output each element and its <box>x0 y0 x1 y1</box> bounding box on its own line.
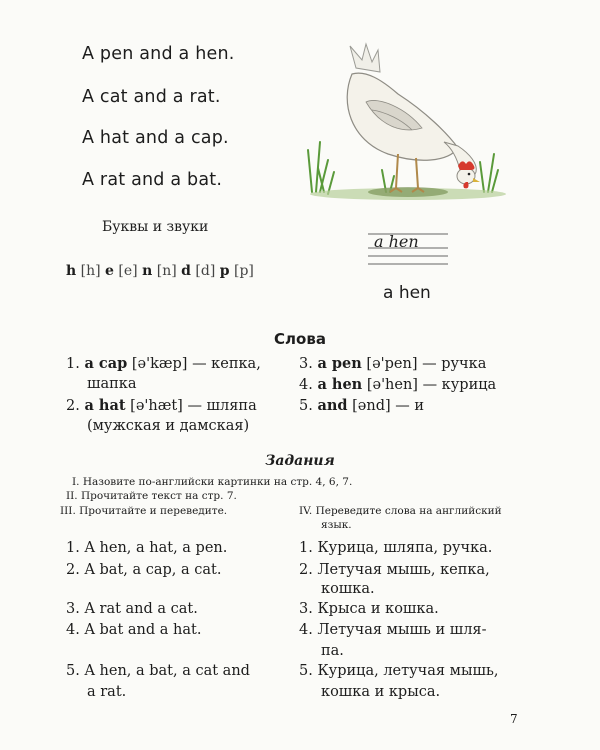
instruction-4: IV. Переведите слова на английский <box>299 505 502 517</box>
transcription: [ənd] <box>352 398 391 414</box>
hen-caption: a hen <box>383 283 431 303</box>
sentence-2: A cat and a rat. <box>82 87 221 107</box>
exercise-left-1: 1. A hen, a hat, a pen. <box>66 540 228 556</box>
exercise-left-2: 2. A bat, a cap, a cat. <box>66 562 222 578</box>
word-entry-1-cont: шапка <box>87 376 137 392</box>
word: a cap <box>84 355 128 372</box>
words-title: Слова <box>274 330 326 348</box>
sound: [e] <box>118 263 138 279</box>
word-number: 3. <box>299 356 313 372</box>
sentence-1: A pen and a hen. <box>82 44 235 64</box>
word-number: 2. <box>66 398 80 414</box>
letter: e <box>105 263 114 279</box>
letter: n <box>142 263 153 279</box>
word-entry-2 <box>66 397 257 414</box>
sound: [d] <box>195 263 216 279</box>
translation: — шляпа <box>187 398 257 414</box>
instruction-2: II. Прочитайте текст на стр. 7. <box>66 490 237 502</box>
word: a hat <box>84 397 126 414</box>
translation: — кепка, <box>192 356 261 372</box>
word-entry-1 <box>66 355 261 372</box>
transcription: [ə'hæt] <box>130 398 183 414</box>
transcription: [ə'hen] <box>366 377 418 393</box>
exercise-right-2-cont: кошка. <box>321 581 375 597</box>
word-entry-2-cont: (мужская и дамская) <box>87 418 250 434</box>
word: a hen <box>317 376 363 393</box>
word-entry-3 <box>299 355 486 372</box>
translation: — курица <box>422 377 497 393</box>
exercise-right-4-cont: па. <box>321 643 344 659</box>
sentence-4: A rat and a bat. <box>82 170 223 190</box>
exercise-right-2: 2. Летучая мышь, кепка, <box>299 562 490 578</box>
exercise-left-3: 3. A rat and a cat. <box>66 601 198 617</box>
instruction-3: III. Прочитайте и переведите. <box>60 505 228 517</box>
translation: — ручка <box>422 356 487 372</box>
translation: — и <box>395 398 425 414</box>
exercise-right-3: 3. Крыса и кошка. <box>299 601 439 617</box>
word-number: 1. <box>66 356 80 372</box>
exercise-right-5: 5. Курица, летучая мышь, <box>299 663 499 679</box>
exercise-left-5-cont: a rat. <box>87 684 127 700</box>
word-number: 5. <box>299 398 313 414</box>
exercise-right-5-cont: кошка и крыса. <box>321 684 441 700</box>
tasks-title: Задания <box>265 453 335 469</box>
sentence-3: A hat and a cap. <box>82 128 229 148</box>
letter: h <box>66 263 77 279</box>
page-number: 7 <box>510 712 518 726</box>
word-number: 4. <box>299 377 313 393</box>
exercise-right-1: 1. Курица, шляпа, ручка. <box>299 540 493 556</box>
sound: [h] <box>80 263 101 279</box>
word: a pen <box>317 355 362 372</box>
word-entry-5 <box>299 397 424 414</box>
letter: p <box>219 263 230 279</box>
letters-sounds-title: Буквы и звуки <box>102 219 209 235</box>
instruction-4-cont: язык. <box>321 519 352 531</box>
word-entry-4 <box>299 376 496 393</box>
transcription: [ə'kæp] <box>131 356 188 372</box>
transcription: [ə'pen] <box>366 356 418 372</box>
exercise-left-4: 4. A bat and a hat. <box>66 622 202 638</box>
copybook-lines <box>368 228 448 268</box>
hen-illustration <box>298 42 508 214</box>
sound: [n] <box>156 263 177 279</box>
letter: d <box>181 263 191 279</box>
sound: [p] <box>233 263 254 279</box>
instruction-1: I. Назовите по-английски картинки на стр. 4, 6, 7. <box>72 476 353 488</box>
word: and <box>317 397 348 414</box>
letters-sounds-row <box>66 263 254 279</box>
exercise-left-5: 5. A hen, a bat, a cat and <box>66 663 250 679</box>
handwritten-word: a hen <box>374 232 419 251</box>
exercise-right-4: 4. Летучая мышь и шля- <box>299 622 487 638</box>
